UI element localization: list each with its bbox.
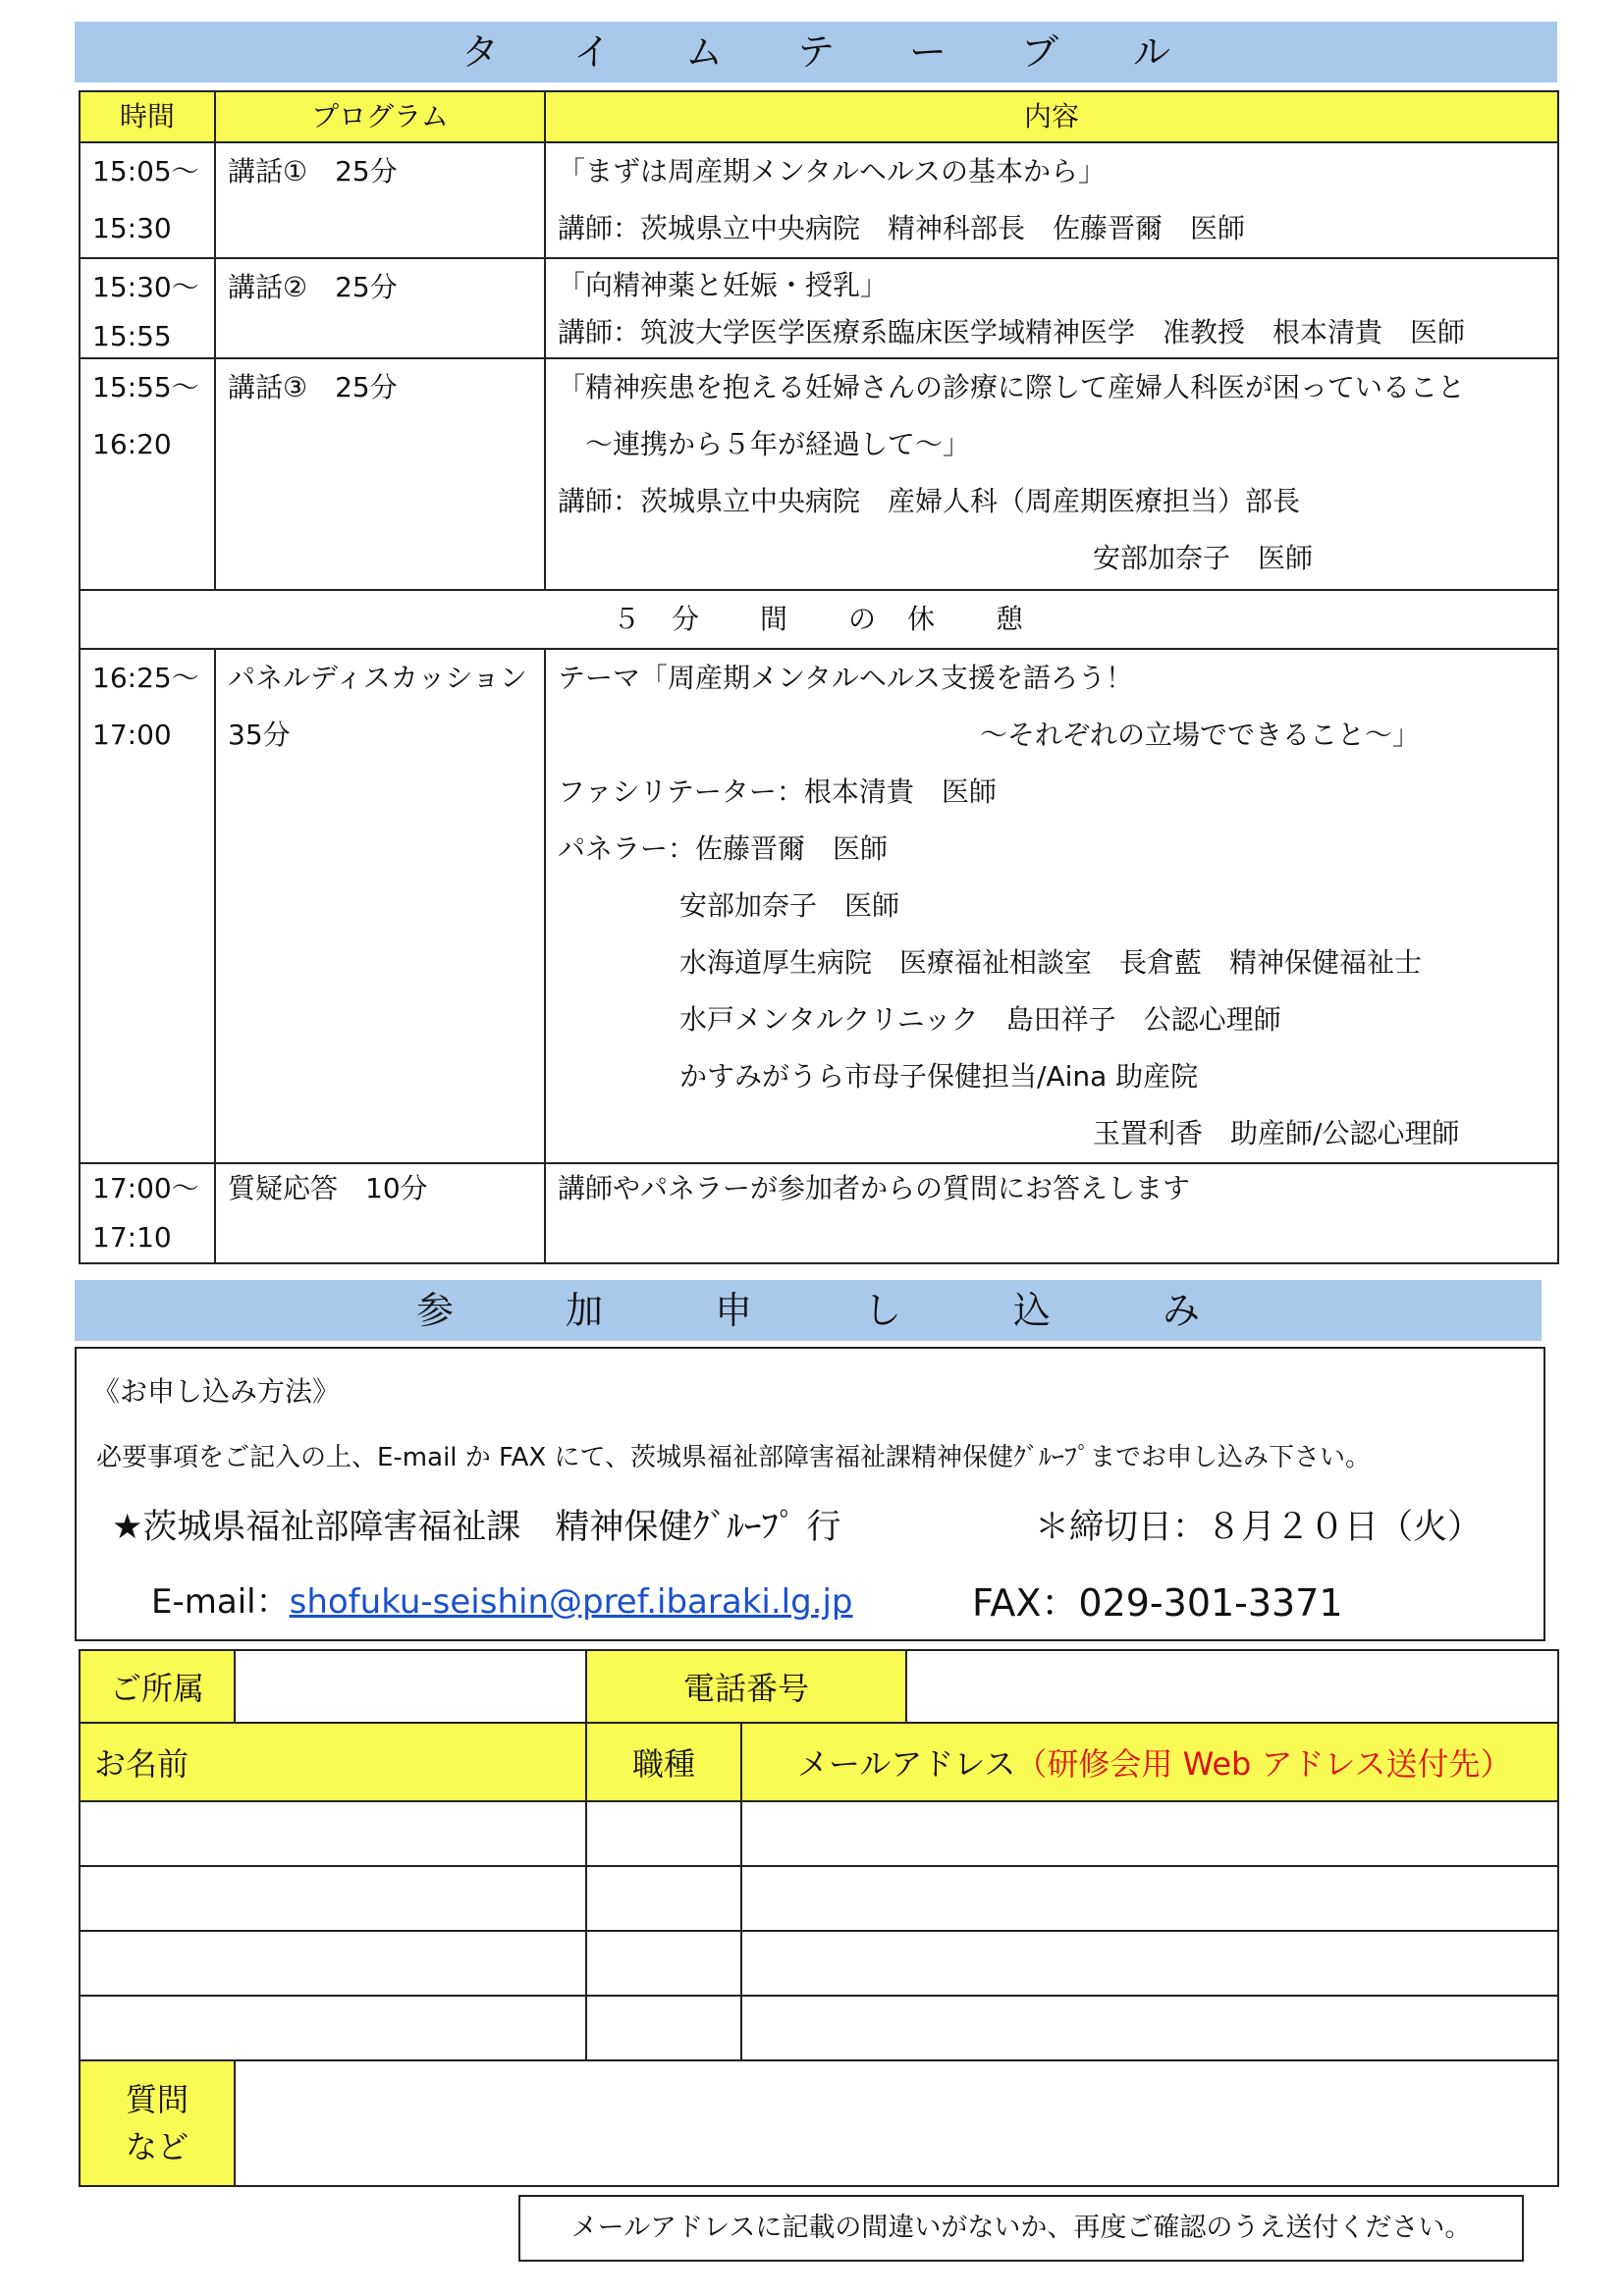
timetable-header-row <box>80 91 1558 142</box>
table-row <box>80 1866 1558 1931</box>
time-cell: 16:25～ 17:00 <box>80 649 215 1163</box>
email-column-note: （研修会用 Web アドレス送付先） <box>1015 1745 1512 1783</box>
name-input[interactable] <box>80 1996 586 2060</box>
phone-label: 電話番号 <box>586 1650 906 1723</box>
email-column-label <box>741 1723 1558 1801</box>
email-link[interactable]: shofuku-seishin@pref.ibaraki.lg.jp <box>289 1582 853 1622</box>
affiliation-input[interactable] <box>235 1650 586 1723</box>
timetable-title: タ イ ム テ ー ブ ル <box>460 30 1170 74</box>
occupation-input[interactable] <box>586 1801 741 1866</box>
footer-note: メールアドレスに記載の間違いがないか、再度ご確認のうえ送付ください。 <box>518 2195 1524 2262</box>
content-cell: 講師やパネラーが参加者からの質問にお答えします <box>545 1163 1558 1263</box>
header-program: プログラム <box>215 91 545 142</box>
time-cell: 15:30～ 15:55 <box>80 258 215 358</box>
questions-input[interactable] <box>235 2060 1558 2186</box>
table-row <box>80 142 1558 258</box>
method-text: 必要事項をご記入の上、E-mail か FAX にて、茨城県福祉部障害福祉課精神保健ｸﾞﾙｰﾌﾟまでお申し込み下さい。 <box>96 1443 1371 1472</box>
timetable <box>79 90 1559 1264</box>
table-row <box>80 1801 1558 1866</box>
email-input[interactable] <box>741 1996 1558 2060</box>
content-cell: テーマ「周産期メンタルヘルス支援を語ろう！ ～それぞれの立場でできること～」 ファシリテーター：根本清貴 医師 パネラー：佐藤晋爾 医師 安部加奈子 医師 水海道厚生病院 医療福祉相談室 長倉藍 精神保健福祉士 水戸メンタルクリニック 島田祥子 公認心理師 かすみがうら市母子保健担当/Aina 助産院 玉置利香 助産師/公認心理師 <box>545 649 1558 1163</box>
registration-form <box>79 1649 1559 2187</box>
content-cell: 「向精神薬と妊娠・授乳」 講師：筑波大学医学医療系臨床医学域精神医学 准教授 根本清貴 医師 <box>545 258 1558 358</box>
break-label: ５ 分 間 の 休 憩 <box>80 590 1558 649</box>
questions-label-line1: 質問 <box>125 2081 189 2118</box>
application-method-box <box>75 1347 1545 1641</box>
email-column-text: メールアドレス <box>797 1745 1016 1783</box>
deadline: ＊締切日：８月２０日（火） <box>1035 1508 1483 1547</box>
application-title: 参 加 申 し 込 み <box>415 1289 1200 1332</box>
affiliation-label: ご所属 <box>80 1650 235 1723</box>
name-label: お名前 <box>80 1723 586 1801</box>
occupation-input[interactable] <box>586 1931 741 1996</box>
program-cell: 質疑応答 10分 <box>215 1163 545 1263</box>
name-input[interactable] <box>80 1866 586 1931</box>
occupation-input[interactable] <box>586 1996 741 2060</box>
table-row <box>80 1163 1558 1263</box>
email-input[interactable] <box>741 1866 1558 1931</box>
form-header-row <box>80 1723 1558 1801</box>
email-line <box>151 1575 853 1623</box>
email-input[interactable] <box>741 1801 1558 1866</box>
phone-input[interactable] <box>906 1650 1558 1723</box>
fax-number: FAX：029-301-3371 <box>972 1581 1343 1625</box>
form-row-affiliation <box>80 1650 1558 1723</box>
content-cell: 「まずは周産期メンタルヘルスの基本から」 講師：茨城県立中央病院 精神科部長 佐藤晋爾 医師 <box>545 142 1558 258</box>
program-cell: 講話③ 25分 <box>215 358 545 590</box>
table-row <box>80 258 1558 358</box>
time-cell: 15:05～ 15:30 <box>80 142 215 258</box>
time-cell: 17:00～ 17:10 <box>80 1163 215 1263</box>
table-row <box>80 1996 1558 2060</box>
name-input[interactable] <box>80 1931 586 1996</box>
form-row-questions <box>80 2060 1558 2186</box>
occupation-input[interactable] <box>586 1866 741 1931</box>
program-cell: 講話① 25分 <box>215 142 545 258</box>
header-time: 時間 <box>80 91 215 142</box>
program-cell: パネルディスカッション 35分 <box>215 649 545 1163</box>
addressee: ★茨城県福祉部障害福祉課 精神保健ｸﾞﾙｰﾌﾟ 行 <box>112 1508 841 1547</box>
questions-label <box>80 2060 235 2186</box>
email-label: E-mail： <box>151 1582 290 1622</box>
table-row <box>80 649 1558 1163</box>
application-title-bar <box>75 1280 1542 1341</box>
content-cell: 「精神疾患を抱える妊婦さんの診療に際して産婦人科医が困っていること ～連携から５年が経過して～」 講師：茨城県立中央病院 産婦人科（周産期医療担当）部長 安部加奈子 医師 <box>545 358 1558 590</box>
program-cell: 講話② 25分 <box>215 258 545 358</box>
method-heading: 《お申し込み方法》 <box>92 1375 341 1408</box>
email-input[interactable] <box>741 1931 1558 1996</box>
break-row <box>80 590 1558 649</box>
occupation-label: 職種 <box>586 1723 741 1801</box>
name-input[interactable] <box>80 1801 586 1866</box>
time-cell: 15:55～ 16:20 <box>80 358 215 590</box>
table-row <box>80 358 1558 590</box>
header-content: 内容 <box>545 91 1558 142</box>
timetable-title-bar <box>75 22 1557 82</box>
questions-label-line2: など <box>125 2128 189 2165</box>
table-row <box>80 1931 1558 1996</box>
